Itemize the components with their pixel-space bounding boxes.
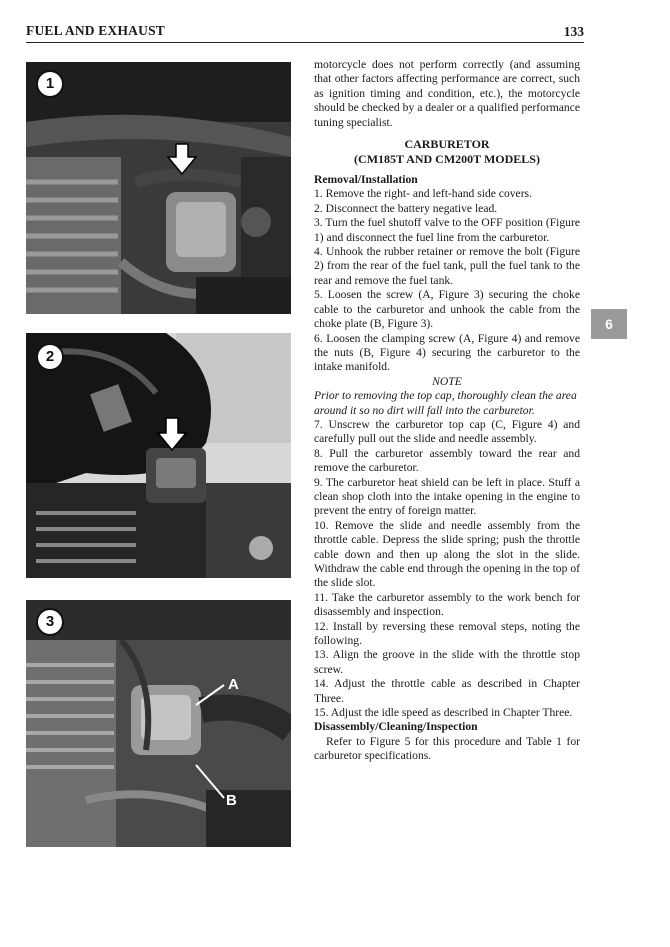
step-item: 5. Loosen the screw (A, Figure 3) securing the choke cable to the carburetor and unhook the cable from the choke plate (B, Figure 3). <box>314 288 580 331</box>
callout-label: B <box>226 792 237 809</box>
step-item: 10. Remove the slide and needle assembly from the throttle cable. Depress the slide spring; push the throttle cable down and then up along the slot in the slide. Withdraw the cable end through the opening in the top of the slide slot. <box>314 518 580 590</box>
note-text: Prior to removing the top cap, thoroughly clean the area around it so no dirt will fall into the carburetor. <box>314 389 577 417</box>
section-title-line: (CM185T AND CM200T MODELS) <box>354 152 540 167</box>
chapter-title: FUEL AND EXHAUST <box>26 23 165 38</box>
step-item: 1. Remove the right- and left-hand side covers. <box>314 187 532 201</box>
page-header <box>26 22 584 43</box>
subheading: Removal/Installation <box>314 173 418 187</box>
figure-number-badge: 3 <box>36 608 64 636</box>
figure-1-photo <box>26 62 291 314</box>
page-number: 133 <box>563 24 584 39</box>
figure-3-photo <box>26 600 291 847</box>
step-item: 6. Loosen the clamping screw (A, Figure 4) and remove the nuts (B, Figure 4) securing the carburetor to the intake manifold. <box>314 331 580 374</box>
step-item: 12. Install by reversing these removal steps, noting the following. <box>314 619 580 648</box>
section-title <box>314 137 580 167</box>
step-item: 4. Unhook the rubber retainer or remove the bolt (Figure 2) from the rear of the fuel tank, pull the fuel tank to the rear and remove the fuel tank. <box>314 245 580 287</box>
text-column <box>314 58 580 764</box>
note-label: NOTE <box>432 374 462 388</box>
arrow-icon <box>26 333 291 578</box>
step-item: 13. Align the groove in the slide with the throttle stop screw. <box>314 648 580 676</box>
step-item: 7. Unscrew the carburetor top cap (C, Figure 4) and carefully pull out the slide and needle assembly. <box>314 417 580 446</box>
final-paragraph: Refer to Figure 5 for this procedure and Table 1 for carburetor specifications. <box>314 734 580 763</box>
section-title-line: CARBURETOR <box>404 137 490 152</box>
subheading: Disassembly/Cleaning/Inspection <box>314 720 478 734</box>
figure-2-photo <box>26 333 291 578</box>
intro-paragraph: motorcycle does not perform correctly (and assuming that other factors affecting performance are correct, such as ignition timing and condition, etc.), the motorcycle should be checked by a dealer or a qualified performance tuning specialist. <box>314 58 580 129</box>
step-item: 14. Adjust the throttle cable as described in Chapter Three. <box>314 677 580 705</box>
figure-number-badge: 2 <box>36 343 64 371</box>
figure-3-image <box>26 600 291 847</box>
arrow-icon <box>26 62 291 314</box>
callout-label: A <box>228 676 239 693</box>
chapter-tab: 6 <box>591 309 627 339</box>
step-item: 15. Adjust the idle speed as described in Chapter Three. <box>314 706 573 720</box>
figure-number-badge: 1 <box>36 70 64 98</box>
step-item: 8. Pull the carburetor assembly toward the rear and remove the carburetor. <box>314 446 580 475</box>
step-item: 2. Disconnect the battery negative lead. <box>314 201 498 215</box>
step-item: 9. The carburetor heat shield can be left in place. Stuff a clean shop cloth into the intake opening in the engine to prevent the entry of foreign matter. <box>314 475 580 518</box>
step-item: 3. Turn the fuel shutoff valve to the OFF position (Figure 1) and disconnect the fuel line from the carburetor. <box>314 216 580 244</box>
step-item: 11. Take the carburetor assembly to the work bench for disassembly and inspection. <box>314 590 580 619</box>
